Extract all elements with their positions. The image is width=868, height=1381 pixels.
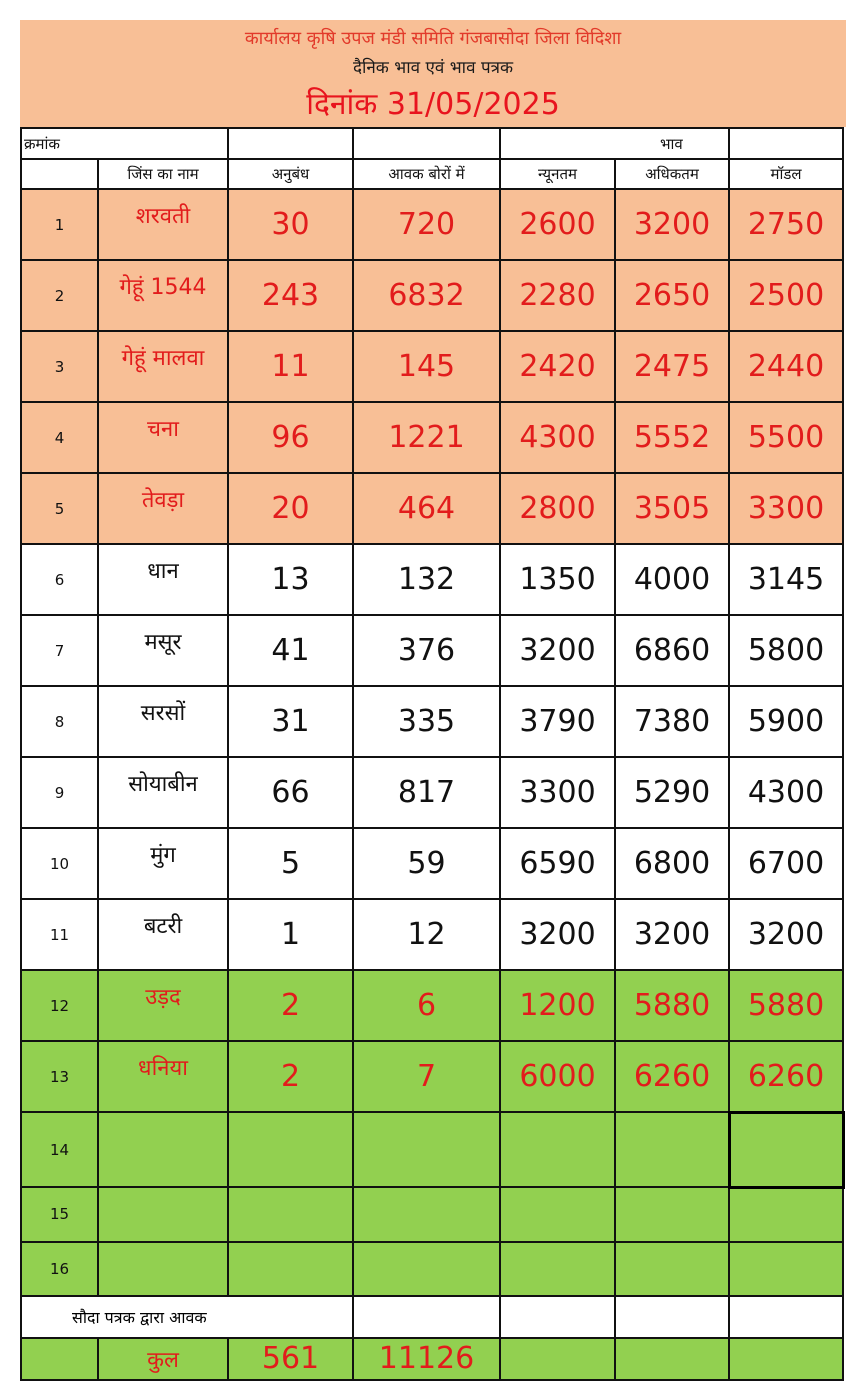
table-row bbox=[21, 757, 843, 828]
cell-arrival: 335 bbox=[353, 686, 500, 757]
empty-row bbox=[21, 1112, 843, 1187]
table-row bbox=[21, 544, 843, 615]
table-row bbox=[21, 189, 843, 260]
cell-arrival: 59 bbox=[353, 828, 500, 899]
cell-model: 3300 bbox=[729, 473, 843, 544]
row-serial: 8 bbox=[21, 686, 98, 757]
cell-contract: 11 bbox=[228, 331, 353, 402]
cell-max: 3505 bbox=[615, 473, 729, 544]
cell-arrival: 1221 bbox=[353, 402, 500, 473]
cell-arrival: 464 bbox=[353, 473, 500, 544]
row-serial: 5 bbox=[21, 473, 98, 544]
commodity-name: चना bbox=[98, 402, 228, 473]
cell-max: 3200 bbox=[615, 899, 729, 970]
sheet-date: दिनांक 31/05/2025 bbox=[306, 87, 560, 122]
row-serial: 11 bbox=[21, 899, 98, 970]
cell-model: 4300 bbox=[729, 757, 843, 828]
price-table bbox=[20, 127, 845, 1381]
cell-max: 6860 bbox=[615, 615, 729, 686]
cell-arrival: 6832 bbox=[353, 260, 500, 331]
cell-min: 2600 bbox=[500, 189, 615, 260]
cell-arrival: 720 bbox=[353, 189, 500, 260]
row-serial: 4 bbox=[21, 402, 98, 473]
cell-arrival: 376 bbox=[353, 615, 500, 686]
cell-contract: 2 bbox=[228, 1041, 353, 1112]
empty-row bbox=[21, 1242, 843, 1296]
commodity-name: सोयाबीन bbox=[98, 757, 228, 828]
row-serial: 13 bbox=[21, 1041, 98, 1112]
cell-model: 3145 bbox=[729, 544, 843, 615]
cell-contract: 66 bbox=[228, 757, 353, 828]
cell-max: 6260 bbox=[615, 1041, 729, 1112]
commodity-name: तेवड़ा bbox=[98, 473, 228, 544]
cell-max: 3200 bbox=[615, 189, 729, 260]
cell-model: 5900 bbox=[729, 686, 843, 757]
cell-arrival: 12 bbox=[353, 899, 500, 970]
sauda-label: सौदा पत्रक द्वारा आवक bbox=[21, 1296, 353, 1338]
table-row bbox=[21, 828, 843, 899]
sauda-row bbox=[21, 1296, 843, 1338]
commodity-name: धान bbox=[98, 544, 228, 615]
cell-arrival: 7 bbox=[353, 1041, 500, 1112]
cell-min: 1200 bbox=[500, 970, 615, 1041]
cell-model: 2440 bbox=[729, 331, 843, 402]
cell-contract: 20 bbox=[228, 473, 353, 544]
cell-min: 3200 bbox=[500, 615, 615, 686]
cell-contract: 31 bbox=[228, 686, 353, 757]
commodity-name: बटरी bbox=[98, 899, 228, 970]
cell-contract: 1 bbox=[228, 899, 353, 970]
row-serial: 16 bbox=[21, 1242, 98, 1296]
cell-min: 2420 bbox=[500, 331, 615, 402]
empty-row bbox=[21, 1187, 843, 1242]
row-serial: 1 bbox=[21, 189, 98, 260]
cell-model: 5880 bbox=[729, 970, 843, 1041]
row-serial: 3 bbox=[21, 331, 98, 402]
cell-model: 5800 bbox=[729, 615, 843, 686]
cell-max: 2475 bbox=[615, 331, 729, 402]
row-serial: 7 bbox=[21, 615, 98, 686]
table-row bbox=[21, 970, 843, 1041]
cell-arrival: 145 bbox=[353, 331, 500, 402]
cell-max: 5880 bbox=[615, 970, 729, 1041]
table-row bbox=[21, 899, 843, 970]
cell-contract: 96 bbox=[228, 402, 353, 473]
cell-min: 2800 bbox=[500, 473, 615, 544]
cell-contract: 13 bbox=[228, 544, 353, 615]
table-row bbox=[21, 402, 843, 473]
cell-max: 5552 bbox=[615, 402, 729, 473]
cell-arrival: 132 bbox=[353, 544, 500, 615]
total-arrival: 11126 bbox=[353, 1338, 500, 1380]
table-row bbox=[21, 615, 843, 686]
office-title: कार्यालय कृषि उपज मंडी समिति गंजबासोदा जिला विदिशा bbox=[244, 28, 622, 49]
cell-min: 6590 bbox=[500, 828, 615, 899]
cell-model: 5500 bbox=[729, 402, 843, 473]
total-contract: 561 bbox=[228, 1338, 353, 1380]
commodity-name: शरवती bbox=[98, 189, 228, 260]
sheet-subtitle: दैनिक भाव एवं भाव पत्रक bbox=[352, 58, 514, 78]
commodity-name: धनिया bbox=[98, 1041, 228, 1112]
max-header: अधिकतम bbox=[615, 159, 729, 189]
cell-max: 2650 bbox=[615, 260, 729, 331]
row-serial: 9 bbox=[21, 757, 98, 828]
commodity-name: गेहूं मालवा bbox=[98, 331, 228, 402]
row-serial: 14 bbox=[21, 1112, 98, 1187]
cell-min: 3200 bbox=[500, 899, 615, 970]
total-row bbox=[21, 1338, 843, 1380]
table-row bbox=[21, 260, 843, 331]
commodity-name: मुंग bbox=[98, 828, 228, 899]
table-row bbox=[21, 686, 843, 757]
cell-max: 5290 bbox=[615, 757, 729, 828]
cell-arrival: 6 bbox=[353, 970, 500, 1041]
cell-max: 6800 bbox=[615, 828, 729, 899]
row-serial: 2 bbox=[21, 260, 98, 331]
price-group-header: भाव bbox=[615, 128, 729, 159]
cell-arrival: 817 bbox=[353, 757, 500, 828]
table-row bbox=[21, 1041, 843, 1112]
cell-contract: 5 bbox=[228, 828, 353, 899]
cell-contract: 41 bbox=[228, 615, 353, 686]
price-sheet bbox=[20, 20, 846, 1381]
commodity-name: मसूर bbox=[98, 615, 228, 686]
arrival-header: आवक बोरों में bbox=[353, 159, 500, 189]
contract-header: अनुबंध bbox=[228, 159, 353, 189]
table-row bbox=[21, 331, 843, 402]
cell-max: 7380 bbox=[615, 686, 729, 757]
cell-min: 3300 bbox=[500, 757, 615, 828]
name-header: जिंस का नाम bbox=[98, 159, 228, 189]
cell-min: 6000 bbox=[500, 1041, 615, 1112]
row-serial: 15 bbox=[21, 1187, 98, 1242]
sheet-header bbox=[20, 20, 846, 127]
cell-min: 4300 bbox=[500, 402, 615, 473]
table-row bbox=[21, 473, 843, 544]
cell-min: 2280 bbox=[500, 260, 615, 331]
row-serial: 10 bbox=[21, 828, 98, 899]
cell-model: 2500 bbox=[729, 260, 843, 331]
cell-model: 3200 bbox=[729, 899, 843, 970]
cell-model: 6700 bbox=[729, 828, 843, 899]
cell-contract: 243 bbox=[228, 260, 353, 331]
cell-model: 6260 bbox=[729, 1041, 843, 1112]
commodity-name: सरसों bbox=[98, 686, 228, 757]
row-serial: 6 bbox=[21, 544, 98, 615]
header-row-1 bbox=[21, 128, 843, 159]
row-serial: 12 bbox=[21, 970, 98, 1041]
cell-contract: 2 bbox=[228, 970, 353, 1041]
cell-min: 3790 bbox=[500, 686, 615, 757]
serial-header: क्रमांक bbox=[21, 128, 98, 159]
cell-max: 4000 bbox=[615, 544, 729, 615]
model-header: मॉडल bbox=[729, 159, 843, 189]
total-label: कुल bbox=[98, 1338, 228, 1380]
cell-model: 2750 bbox=[729, 189, 843, 260]
cell-min: 1350 bbox=[500, 544, 615, 615]
header-row-2 bbox=[21, 159, 843, 189]
commodity-name: उड़द bbox=[98, 970, 228, 1041]
commodity-name: गेहूं 1544 bbox=[98, 260, 228, 331]
min-header: न्यूनतम bbox=[500, 159, 615, 189]
cell-contract: 30 bbox=[228, 189, 353, 260]
